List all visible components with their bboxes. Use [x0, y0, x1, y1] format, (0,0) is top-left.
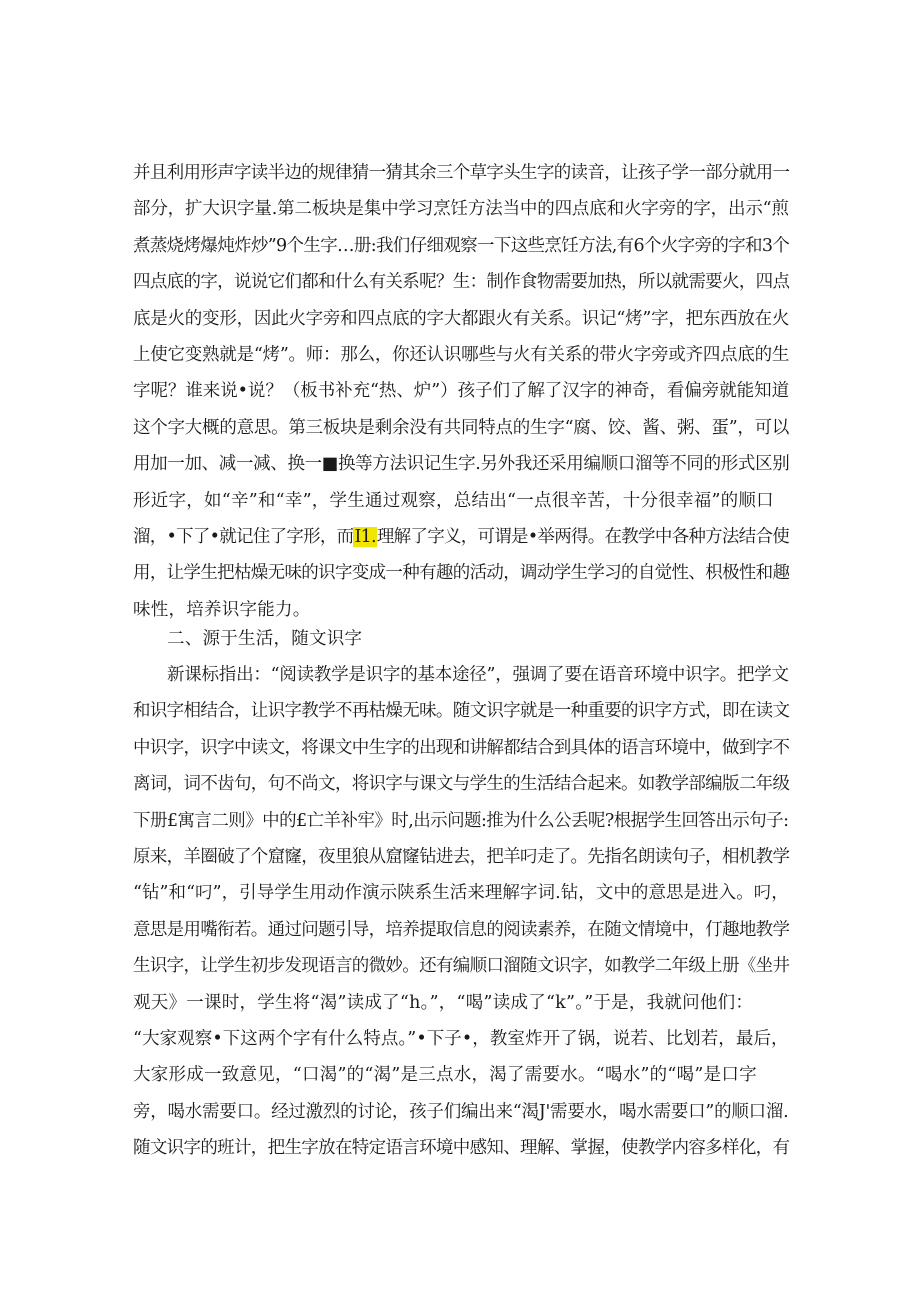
paragraph-line: 意思是用嘴衔若。通过问题引导，培养提取信息的阅读素养，在随文情境中，仃趣地教学 [133, 919, 790, 940]
paragraph-line: 并且利用形声字读半边的规律猜一猜其余三个草字头生字的读音，让孩子学一部分就用一 [133, 163, 790, 183]
paragraph-line: 原来，羊圈破了个窟窿，夜里狼从窟窿钻进去，把羊叼走了。先指名朗读句子，相机教学 [133, 846, 790, 867]
paragraph-line: 这个字大概的意思。第三板块是剩余没有共同特点的生字“腐、饺、酱、粥、蛋”，可以 [133, 417, 790, 438]
paragraph-line: 生识字，让学生初步发现语言的微妙。还有编顺口溜随文识字，如教学二年级上册《坐井 [133, 956, 790, 977]
paragraph-line: 旁，喝水需要口。经过激烈的讨论，孩子们编出来“渴J'需要水，喝水需要口”的顺口溜. [133, 1101, 789, 1122]
section-1-paragraph [133, 155, 791, 628]
paragraph-line: 底是火的变形，因此火字旁和四点底的字大都跟火有关系。识记“烤”字，把东西放在火 [133, 308, 790, 329]
paragraph-line: 形近字，如“辛”和“幸”，学生通过观察，总结出“一点很辛苦，十分很幸福”的顺口 [133, 490, 774, 511]
paragraph-line: 大家形成一致意见，“口渴”的“渴”是三点水，渴了需要水。“喝水”的“喝”是口字 [133, 1065, 757, 1086]
section-heading: 二、源于生活，随文识字 [167, 629, 363, 649]
paragraph-line-with-highlight [133, 519, 791, 555]
line-text-after: 理解了字义，可谓是•举两得。在教学中各种方法结合使 [376, 526, 789, 547]
paragraph-line: 煮蒸烧烤爆炖炸炒”9个生字…册:我们仔细观察一下这些烹饪方法,有6个火字旁的字和3个 [133, 235, 790, 256]
paragraph-line: 随文识字的班计，把生字放在特定语言环境中感知、理解、掌握，使教学内容多样化，有 [133, 1138, 790, 1159]
paragraph-line: 上使它变熟就是“烤”。师：那么，你还认识哪些与火有关系的带火字旁或齐四点底的生 [133, 344, 790, 365]
paragraph-line: 用，让学生把枯燥无味的识字变成一种有趣的活动，调动学生学习的自觉性、枳极性和趣 [133, 563, 790, 584]
paragraph-line: 和识字相结合，让识字教学不再枯燥无味。随文识字就是一种重要的识字方式，即在读文 [133, 701, 790, 722]
paragraph-line: 离词，词不齿句，句不尚文，将识字与课文与学生的生活结合起来。如教学部编版二年级 [133, 774, 790, 795]
paragraph-line: “大家观察•下这两个字有什么特点。”•下子•，教室炸开了锅，说若、比划若，最后， [133, 1028, 789, 1049]
paragraph-line: 新课标指出：“阅读教学是识字的基本途径”，强调了要在语音环境中识字。把学文 [167, 665, 789, 685]
paragraph-line: 部分，扩大识字量.第二板块是集中学习烹饪方法当中的四点底和火字旁的字，出示“煎 [133, 199, 789, 220]
section-2-heading [133, 621, 791, 657]
paragraph-line: 观天》一课时，学生将“渴”读成了“h。”，“喝”读成了“k”。”于是，我就问他们： [133, 992, 754, 1013]
highlighted-text: I1. [354, 526, 376, 547]
paragraph-line: “钻”和“叼”，引导学生用动作演示陕系生活来理解字词.钻，文中的意思是进入。叼， [133, 883, 789, 904]
paragraph-line: 用加一加、减一减、换一■换等方法识记生字.另外我还采用编顺口溜等不同的形式区别 [133, 454, 790, 475]
paragraph-line: 字呢？谁来说•说？（板书补充“热、炉”）孩子们了解了汉字的神奇，看偏旁就能知道 [133, 381, 790, 402]
paragraph-line: 下册£寓言二则》中的£亡羊补牢》时,出示问题:推为什么公丢呢?根据学生回答出示句子: [133, 810, 789, 831]
line-text-before: 溜，•下了•就记住了字形，而 [133, 526, 354, 547]
paragraph-line: 味性，培养识字能力。 [133, 599, 311, 620]
paragraph-line: 中识字，识字中读文，将课文中生字的出现和讲解都结合到具体的语言环境中，做到字不 [133, 737, 790, 758]
paragraph-line: 四点底的字，说说它们都和什么有关系呢？生：制作食物需要加热，所以就需要火，四点 [133, 272, 790, 293]
section-2-paragraph [133, 657, 791, 1166]
